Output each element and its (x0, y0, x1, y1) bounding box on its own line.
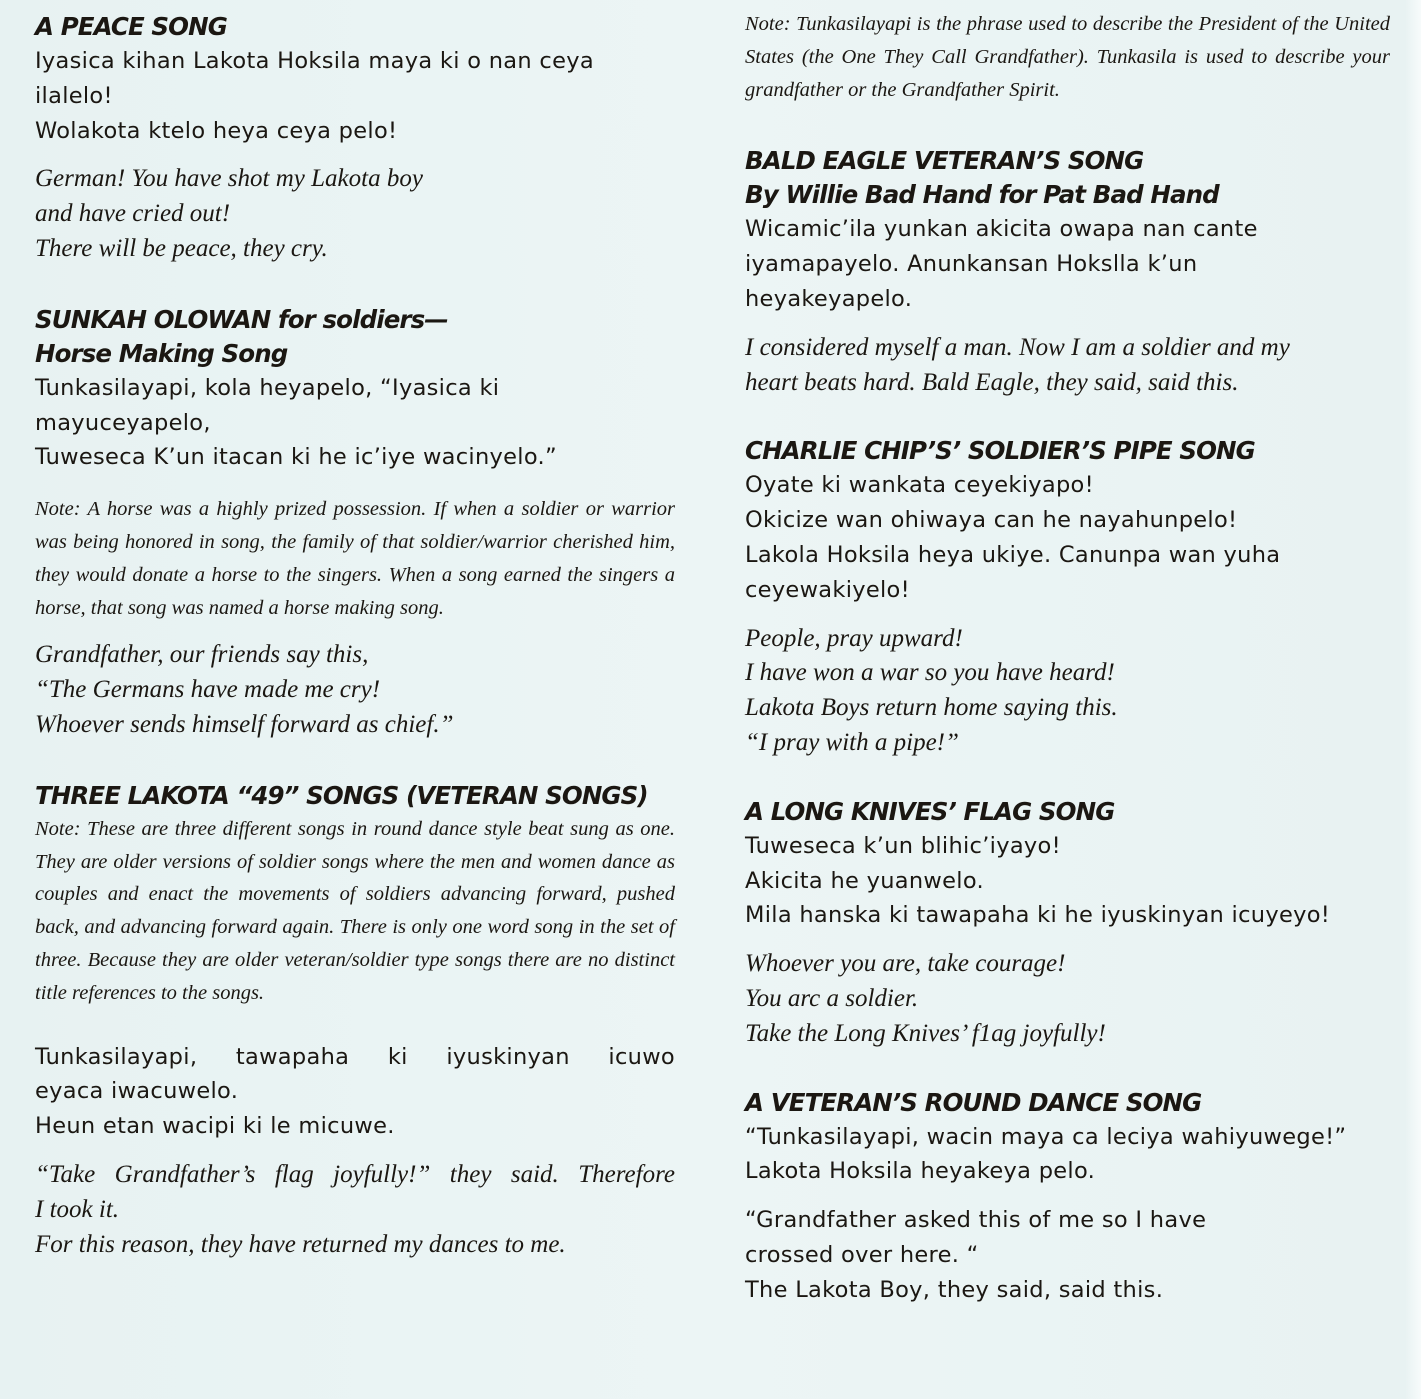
lakota-lyrics (35, 44, 675, 148)
long-knives-song (745, 795, 1390, 1052)
translation-line: There will be peace, they cry. (35, 234, 328, 262)
lyric-line: Wolakota ktelo heya ceya pelo! (35, 117, 398, 144)
song-title-line: BALD EAGLE VETERAN’S SONG (745, 146, 1144, 176)
lyric-line: Tunkasilayapi, kola heyapelo, “Iyasica ki (35, 374, 500, 401)
english-translation (745, 1203, 1390, 1307)
song-title: CHARLIE CHIP’S’ SOLDIER’S PIPE SONG (745, 436, 1255, 466)
right-column (745, 0, 1390, 1308)
tunkasilayapi-note: Note: Tunkasilayapi is the phrase used to describe the President of the United States (the One They Call Grandfather). Tunkasila is used to describe your grandfather or the Grandfather Spirit. (745, 13, 1390, 101)
lakota-lyrics (745, 212, 1390, 316)
translation-line: You arc a soldier. (745, 984, 919, 1012)
translation-line: German! You have shot my Lakota boy (35, 165, 423, 193)
song-title-line: SUNKAH OLOWAN for soldiers— (35, 304, 448, 334)
translation-line: crossed over here. “ (745, 1241, 979, 1268)
song-title (35, 303, 675, 371)
lyric-line: Iyasica kihan Lakota Hoksila maya ki o nan ceya (35, 48, 594, 74)
translation-line: People, pray upward! (745, 624, 963, 652)
page-edge (1405, 0, 1421, 1399)
lyric-line: Lakota Hoksila heyakeya pelo. (745, 1158, 1096, 1185)
translation-line: For this reason, they have returned my dances to me. (35, 1230, 566, 1258)
round-dance-song (745, 1086, 1390, 1308)
song-title: A LONG KNIVES’ FLAG SONG (745, 796, 1115, 826)
english-translation (35, 162, 675, 266)
translation-line: Whoever sends himself forward as chief.” (35, 710, 454, 738)
translation-line: “Grandfather asked this of me so I have (745, 1207, 1207, 1234)
song-subtitle: Horse Making Song (35, 338, 288, 368)
three-lakota-songs (35, 779, 675, 1263)
translation-line: Grandfather, our friends say this, (35, 641, 369, 669)
lyric-line: Tuweseca k’un blihic’iyayo! (745, 832, 1061, 859)
translation-line: Take the Long Knives’ f1ag joyfully! (745, 1019, 1106, 1047)
lyric-line: iyamapayelo. Anunkansan Hokslla k’un (745, 251, 1198, 278)
lyric-line: Akicita he yuanwelo. (745, 867, 984, 894)
charlie-chip-song (745, 434, 1390, 760)
bald-eagle-song (745, 144, 1390, 400)
song-title: A PEACE SONG (35, 12, 227, 41)
lyric-line: ceyewakiyelo! (745, 576, 910, 603)
lakota-lyrics (745, 1120, 1390, 1190)
lyric-line: Tuweseca K’un itacan ki he ic’iye wacinyelo.” (35, 444, 557, 471)
translation-line: Whoever you are, take courage! (745, 950, 1066, 978)
lyric-line: eyaca iwacuwelo. (35, 1078, 239, 1105)
song-title (745, 144, 1390, 212)
translation-line: “I pray with a pipe!” (745, 728, 959, 756)
lyric-line: ilalelo! (35, 82, 113, 109)
song-author: By Willie Bad Hand for Pat Bad Hand (745, 180, 1219, 210)
english-translation (35, 638, 675, 742)
translation-line: The Lakota Boy, they said, said this. (745, 1276, 1164, 1303)
lyric-line: Tunkasilayapi, tawapaha ki iyuskinyan icuwo (35, 1043, 675, 1070)
translation-line: and have cried out! (35, 200, 231, 228)
peace-song (35, 0, 675, 267)
lyric-line: “Tunkasilayapi, wacin maya ca leciya wahiyuwege!” (745, 1123, 1347, 1150)
lakota-lyrics (35, 371, 675, 475)
lakota-lyrics (745, 829, 1390, 933)
lyric-line: Wicamic’ila yunkan akicita owapa nan cante (745, 216, 1258, 243)
song-note: Note: These are three different songs in round dance style beat sung as one. They are older versions of soldier songs where the men and women dance as couples and enact the movements of soldiers advancing forward, pushed back, and advancing forward again. There is only one word song in the set of three. Because they are older veteran/soldier type songs there are no distinct title references to the songs. (35, 817, 675, 1004)
left-column (35, 0, 675, 1262)
lakota-lyrics (35, 1040, 675, 1144)
lyric-line: heyakeyapelo. (745, 285, 913, 312)
english-translation (35, 1158, 675, 1262)
lakota-lyrics (745, 468, 1390, 607)
song-title: A VETERAN’S ROUND DANCE SONG (745, 1087, 1202, 1117)
song-title: THREE LAKOTA “49” SONGS (VETERAN SONGS) (35, 780, 648, 810)
english-translation (745, 947, 1390, 1051)
translation-line: “The Germans have made me cry! (35, 676, 381, 704)
lyric-line: mayuceyapelo, (35, 409, 211, 436)
english-translation (745, 331, 1390, 401)
translation-line: heart beats hard. Bald Eagle, they said, said this. (745, 368, 1239, 396)
lyric-line: Mila hanska ki tawapaha ki he iyuskinyan icuyeyo! (745, 902, 1331, 929)
lyric-line: Heun etan wacipi ki le micuwe. (35, 1113, 395, 1140)
translation-line: I considered myself a man. Now I am a soldier and my (745, 333, 1290, 361)
translation-line: I have won a war so you have heard! (745, 659, 1115, 687)
english-translation (745, 622, 1390, 761)
lyric-line: Lakola Hoksila heya ukiye. Canunpa wan yuha (745, 541, 1281, 568)
lyric-line: Okicize wan ohiwaya can he nayahunpelo! (745, 507, 1238, 534)
translation-line: Lakota Boys return home saying this. (745, 694, 1118, 722)
lyric-line: Oyate ki wankata ceyekiyapo! (745, 472, 1094, 499)
translation-line: I took it. (35, 1195, 120, 1223)
song-note: Note: A horse was a highly prized possession. If when a soldier or warrior was being honored in song, the family of that soldier/warrior cherished him, they would donate a horse to the singers. When a song earned the singers a horse, that song was named a horse making song. (35, 498, 675, 619)
translation-line: “Take Grandfather’s flag joyfully!” they said. Therefore (35, 1160, 675, 1188)
sunkah-olowan-song (35, 303, 675, 743)
